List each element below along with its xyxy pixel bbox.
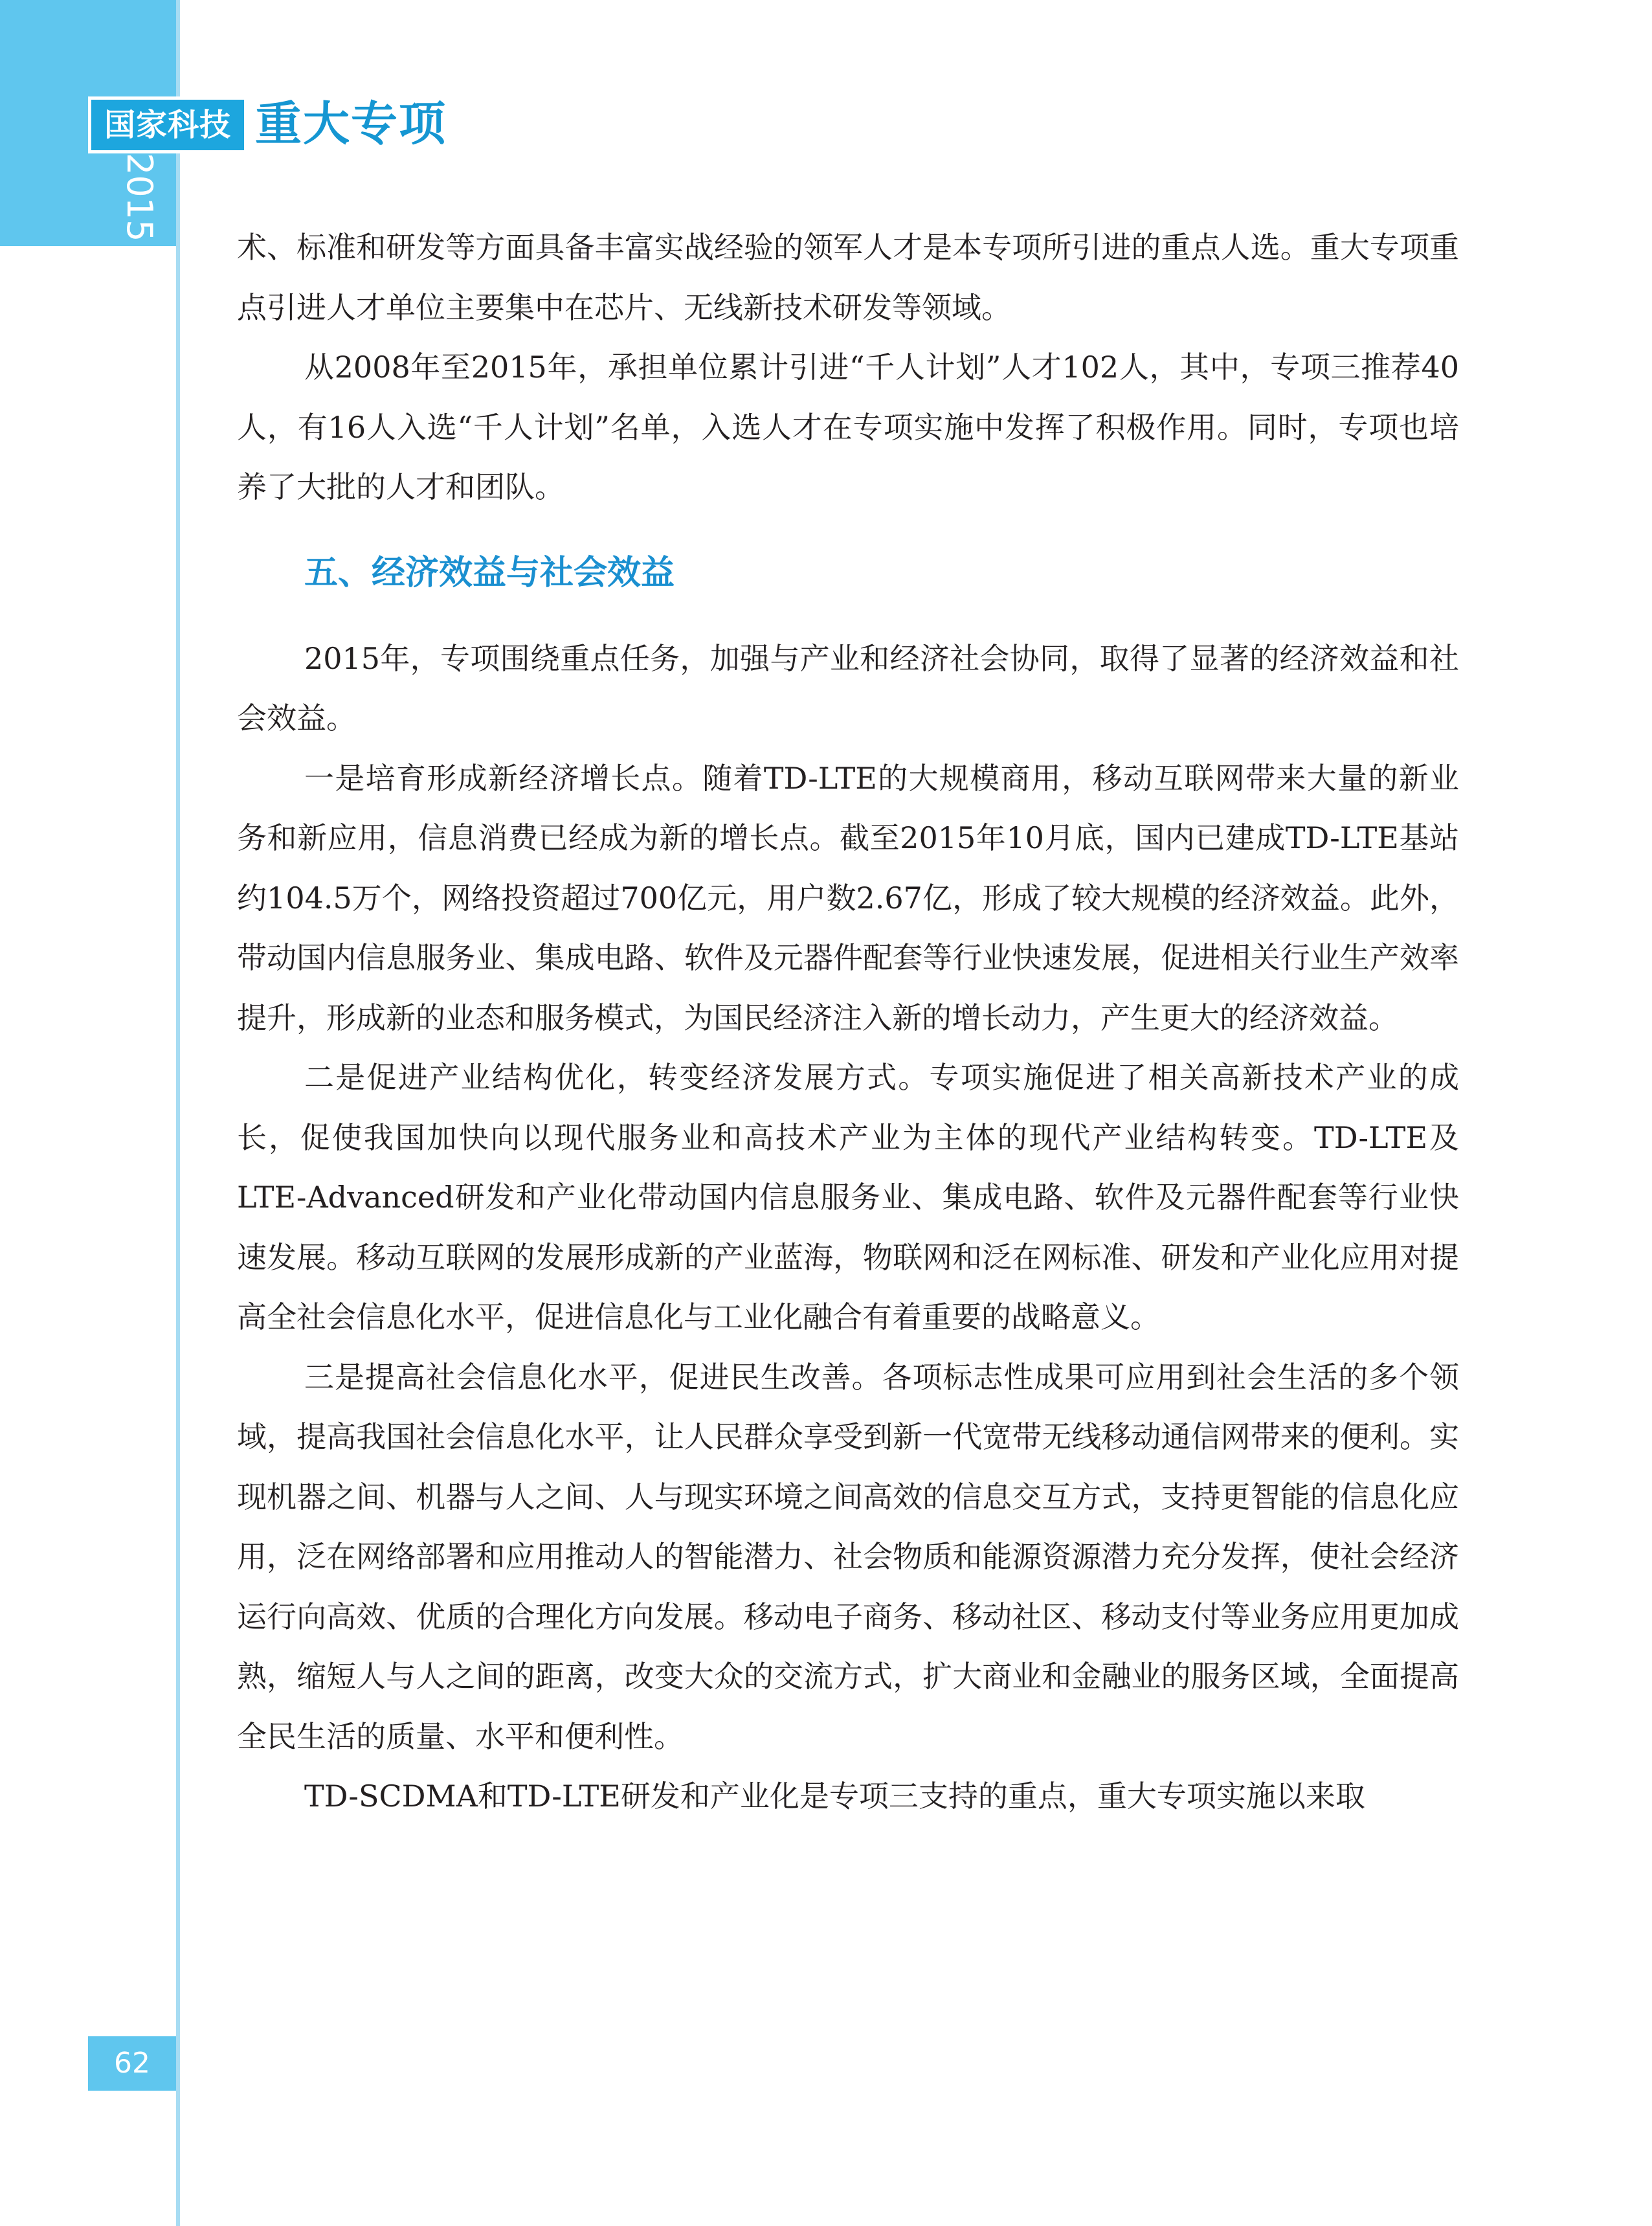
sidebar-divider <box>176 0 180 2226</box>
series-label: 国家科技 <box>88 96 247 153</box>
series-title: 重大专项 <box>255 96 447 151</box>
running-header <box>88 95 447 153</box>
paragraph: 从2008年至2015年，承担单位累计引进“千人计划”人才102人，其中，专项三推荐40人，有16人入选“千人计划”名单，入选人才在专项实施中发挥了积极作用。同时，专项也培养了大批的人才和团队。 <box>237 350 1459 504</box>
section-heading: 五、经济效益与社会效益 <box>304 553 675 592</box>
paragraph-continues: TD-SCDMA和TD-LTE研发和产业化是专项三支持的重点，重大专项实施以来取 <box>304 1779 1365 1814</box>
paragraph: 二是促进产业结构优化，转变经济发展方式。专项实施促进了相关高新技术产业的成长，促使我国加快向以现代服务业和高技术产业为主体的现代产业结构转变。TD-LTE及LTE-Advanced研发和产业化带动国内信息服务业、集成电路、软件及元器件配套等行业快速发展。移动互联网的发展形成新的产业蓝海，物联网和泛在网标准、研发和产业化应用对提高全社会信息化水平，促进信息化与工业化融合有着重要的战略意义。 <box>237 1060 1459 1334</box>
paragraph: 一是培育形成新经济增长点。随着TD-LTE的大规模商用，移动互联网带来大量的新业务和新应用，信息消费已经成为新的增长点。截至2015年10月底，国内已建成TD-LTE基站约104.5万个，网络投资超过700亿元，用户数2.67亿，形成了较大规模的经济效益。此外，带动国内信息服务业、集成电路、软件及元器件配套等行业快速发展，促进相关行业生产效率提升，形成新的业态和服务模式，为国民经济注入新的增长动力，产生更大的经济效益。 <box>237 760 1459 1035</box>
report-title-vertical: 2015 年度报告 <box>119 153 160 393</box>
paragraph-continued: 术、标准和研发等方面具备丰富实战经验的领军人才是本专项所引进的重点人选。重大专项重点引进人才单位主要集中在芯片、无线新技术研发等领域。 <box>237 230 1459 325</box>
paragraph: 三是提高社会信息化水平，促进民生改善。各项标志性成果可应用到社会生活的多个领域，提高我国社会信息化水平，让人民群众享受到新一代宽带无线移动通信网带来的便利。实现机器之间、机器与人之间、人与现实环境之间高效的信息交互方式，支持更智能的信息化应用，泛在网络部署和应用推动人的智能潜力、社会物质和能源资源潜力充分发挥，使社会经济运行向高效、优质的合理化方向发展。移动电子商务、移动社区、移动支付等业务应用更加成熟，缩短人与人之间的距离，改变大众的交流方式，扩大商业和金融业的服务区域，全面提高全民生活的质量、水平和便利性。 <box>237 1359 1459 1754</box>
page-number: 62 <box>88 2036 176 2091</box>
body-text <box>237 218 1459 1827</box>
paragraph: 2015年，专项围绕重点任务，加强与产业和经济社会协同，取得了显著的经济效益和社会效益。 <box>237 640 1459 736</box>
